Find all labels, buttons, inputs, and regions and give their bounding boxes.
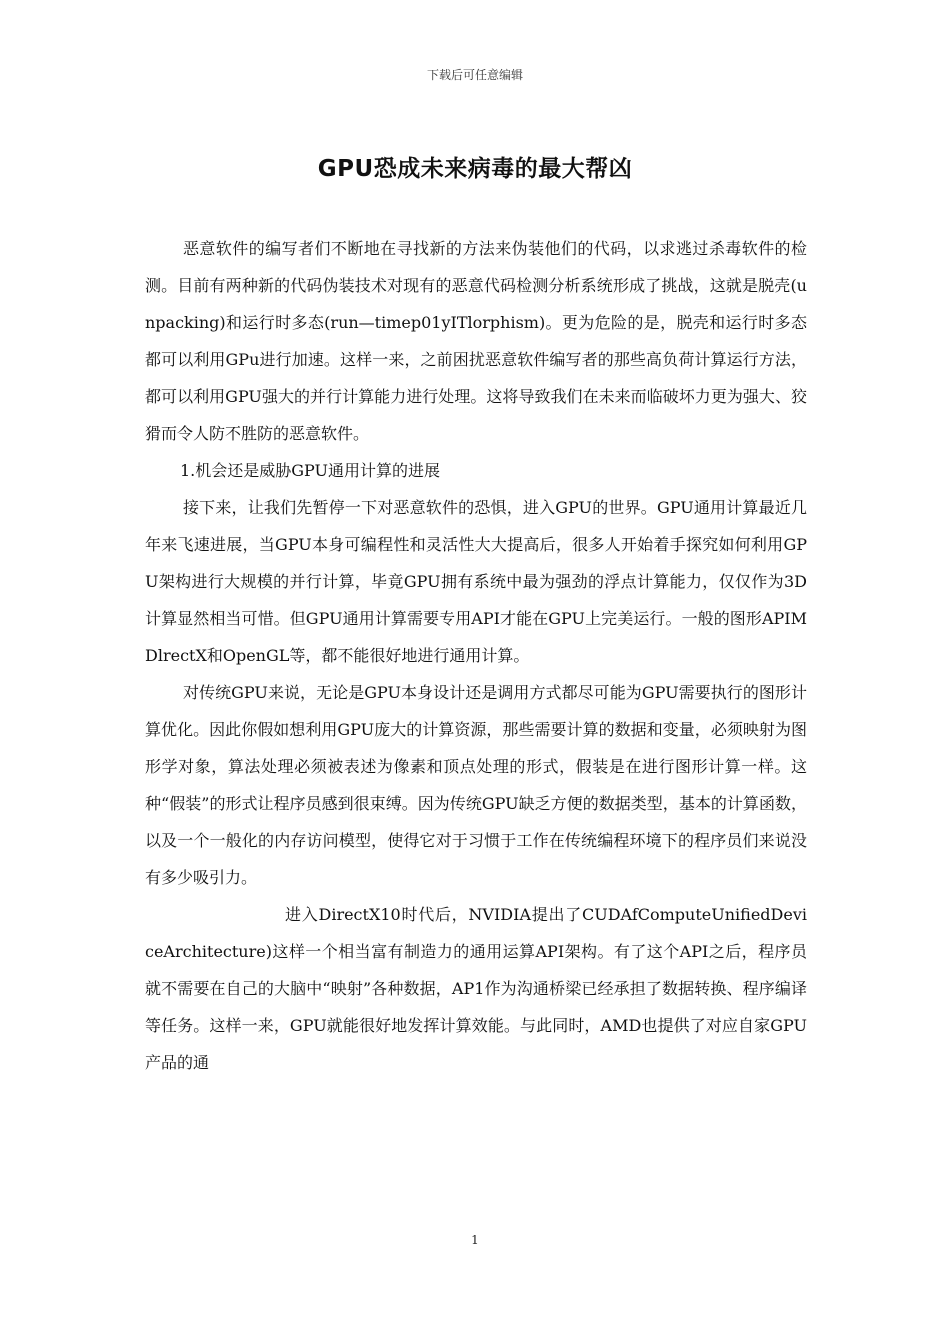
paragraph: 接下来，让我们先暂停一下对恶意软件的恐惧，进入GPU的世界。GPU通用计算最近几年来飞速进展，当GPU本身可编程性和灵活性大大提高后，很多人开始着手探究如何利用GPU架构进行大规模的并行计算，毕竟GPU拥有系统中最为强劲的浮点计算能力，仅仅作为3D计算显然相当可惜。但GPU通用计算需要专用API才能在GPU上完美运行。一般的图形APIMDlrectX和OpenGL等，都不能很好地进行通用计算。 [145,498,807,665]
section-heading: 1.机会还是威胁GPU通用计算的进展 [180,461,441,480]
paragraph: 对传统GPU来说，无论是GPU本身设计还是调用方式都尽可能为GPU需要执行的图形计算优化。因此你假如想利用GPU庞大的计算资源，那些需要计算的数据和变量，必须映射为图形学对象，算法处理必须被表述为像素和顶点处理的形式，假装是在进行图形计算一样。这种“假装”的形式让程序员感到很束缚。因为传统GPU缺乏方便的数据类型，基本的计算函数，以及一个一般化的内存访问模型，使得它对于习惯于工作在传统编程环境下的程序员们来说没有多少吸引力。 [145,683,807,887]
paragraph: 进入DirectX10时代后，NVIDIA提出了CUDAfComputeUnifiedDeviceArchitecture)这样一个相当富有制造力的通用运算API架构。有了这个API之后，程序员就不需要在自己的大脑中“映射”各种数据，AP1作为沟通桥梁已经承担了数据转换、程序编译等任务。这样一来，GPU就能很好地发挥计算效能。与此同时，AMD也提供了对应自家GPU产品的通 [145,905,807,1072]
header-note: 下载后可任意编辑 [426,68,523,82]
document-body [145,230,807,1081]
page-number: 1 [471,1233,479,1247]
document-title: GPU恐成未来病毒的最大帮凶 [317,156,633,182]
paragraph: 恶意软件的编写者们不断地在寻找新的方法来伪装他们的代码，以求逃过杀毒软件的检测。目前有两种新的代码伪装技术对现有的恶意代码检测分析系统形成了挑战，这就是脱壳(unpacking)和运行时多态(run—timep01yITlorphism)。更为危险的是，脱壳和运行时多态都可以利用GPu进行加速。这样一来，之前困扰恶意软件编写者的那些高负荷计算运行方法，都可以利用GPU强大的并行计算能力进行处理。这将导致我们在未来而临破坏力更为强大、狡猾而令人防不胜防的恶意软件。 [145,239,807,443]
